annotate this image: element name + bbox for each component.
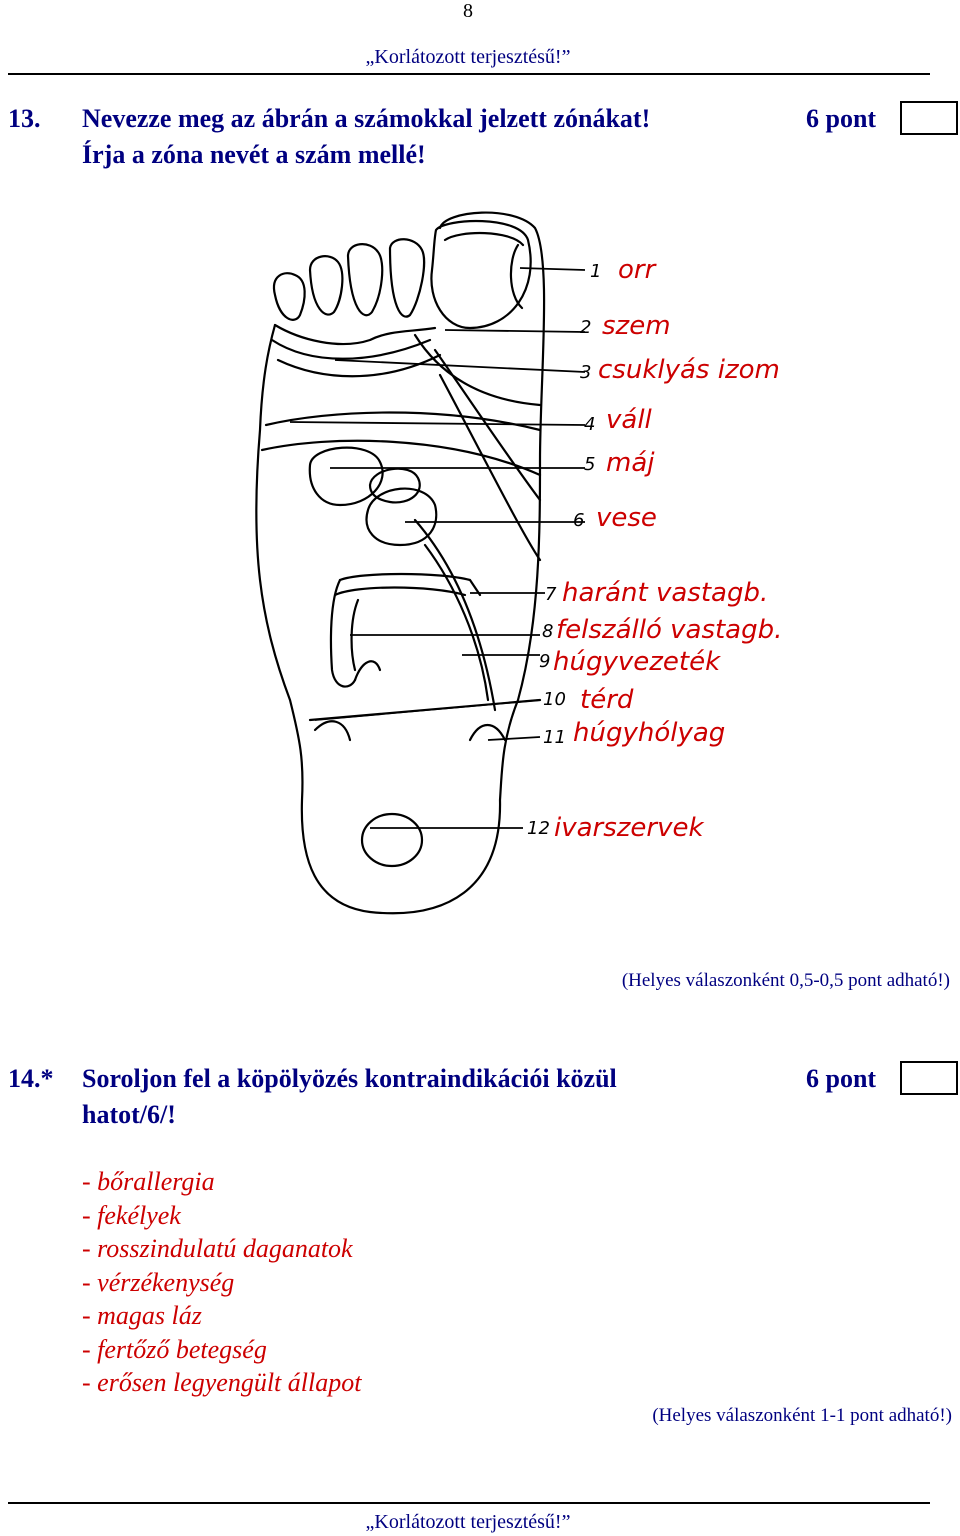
zone-label-5: máj — [606, 448, 655, 478]
footer-rule — [8, 1502, 930, 1504]
question-14-note: (Helyes válaszonként 1-1 pont adható!) — [652, 1405, 952, 1426]
question-14-number: 14.* — [8, 1064, 54, 1093]
zone-label-1: orr — [618, 255, 656, 285]
answer-item: - vérzékenység — [82, 1267, 235, 1297]
zone-number-7: 7 — [545, 584, 557, 605]
zone-label-12: ivarszervek — [554, 813, 704, 843]
foot-outline — [256, 213, 544, 914]
question-13-number: 13. — [8, 104, 41, 133]
question-13-line1: Nevezze meg az ábrán a számokkal jelzett zónákat! — [82, 104, 651, 133]
page-header: „Korlátozott terjesztésű!” — [365, 46, 571, 68]
zone-number-11: 11 — [543, 727, 566, 748]
zone-label-7: haránt vastagb. — [562, 578, 769, 608]
question-13-score-box[interactable] — [900, 101, 958, 135]
zone-label-6: vese — [596, 503, 657, 533]
question-13-line2: Írja a zóna nevét a szám mellé! — [82, 140, 426, 169]
foot-reflex-diagram — [240, 200, 800, 930]
zone-labels — [553, 255, 782, 843]
answer-item: - fertőző betegség — [82, 1334, 267, 1364]
page-number: 8 — [463, 0, 473, 22]
page-footer: „Korlátozott terjesztésű!” — [365, 1511, 571, 1533]
zone-number-4: 4 — [584, 414, 596, 435]
zone-number-10: 10 — [543, 689, 566, 710]
answer-item: - bőrallergia — [82, 1167, 215, 1196]
zone-number-1: 1 — [590, 261, 602, 282]
zone-number-8: 8 — [542, 621, 554, 642]
zone-label-3: csuklyás izom — [598, 355, 780, 385]
answer-item: - fekélyek — [82, 1200, 181, 1230]
question-13-note: (Helyes válaszonként 0,5-0,5 pont adható!) — [621, 970, 950, 991]
answer-item: - erősen legyengült állapot — [82, 1368, 362, 1397]
zone-number-3: 3 — [580, 362, 592, 383]
zone-label-2: szem — [602, 311, 671, 341]
question-14-points: 6 pont — [806, 1064, 877, 1093]
zone-label-4: váll — [606, 405, 652, 435]
answer-item: - magas láz — [82, 1301, 202, 1330]
zone-label-9: húgyvezeték — [553, 647, 721, 677]
zone-number-2: 2 — [580, 317, 592, 338]
question-14-line1: Soroljon fel a köpölyözés kontraindikációi közül — [82, 1064, 617, 1093]
question-14-line2: hatot/6/! — [82, 1100, 176, 1129]
zone-number-5: 5 — [584, 454, 596, 475]
zone-label-8: felszálló vastagb. — [556, 615, 783, 645]
zone-number-6: 6 — [573, 510, 585, 531]
zone-number-12: 12 — [527, 818, 550, 839]
answer-item: - rosszindulatú daganatok — [82, 1234, 353, 1263]
question-14-score-box[interactable] — [900, 1061, 958, 1095]
zone-label-11: húgyhólyag — [573, 718, 726, 748]
question-14-answer-list — [82, 1165, 361, 1400]
zone-label-10: térd — [580, 685, 634, 715]
header-rule — [8, 73, 930, 75]
question-13-points: 6 pont — [806, 104, 877, 133]
zone-number-9: 9 — [539, 651, 551, 672]
